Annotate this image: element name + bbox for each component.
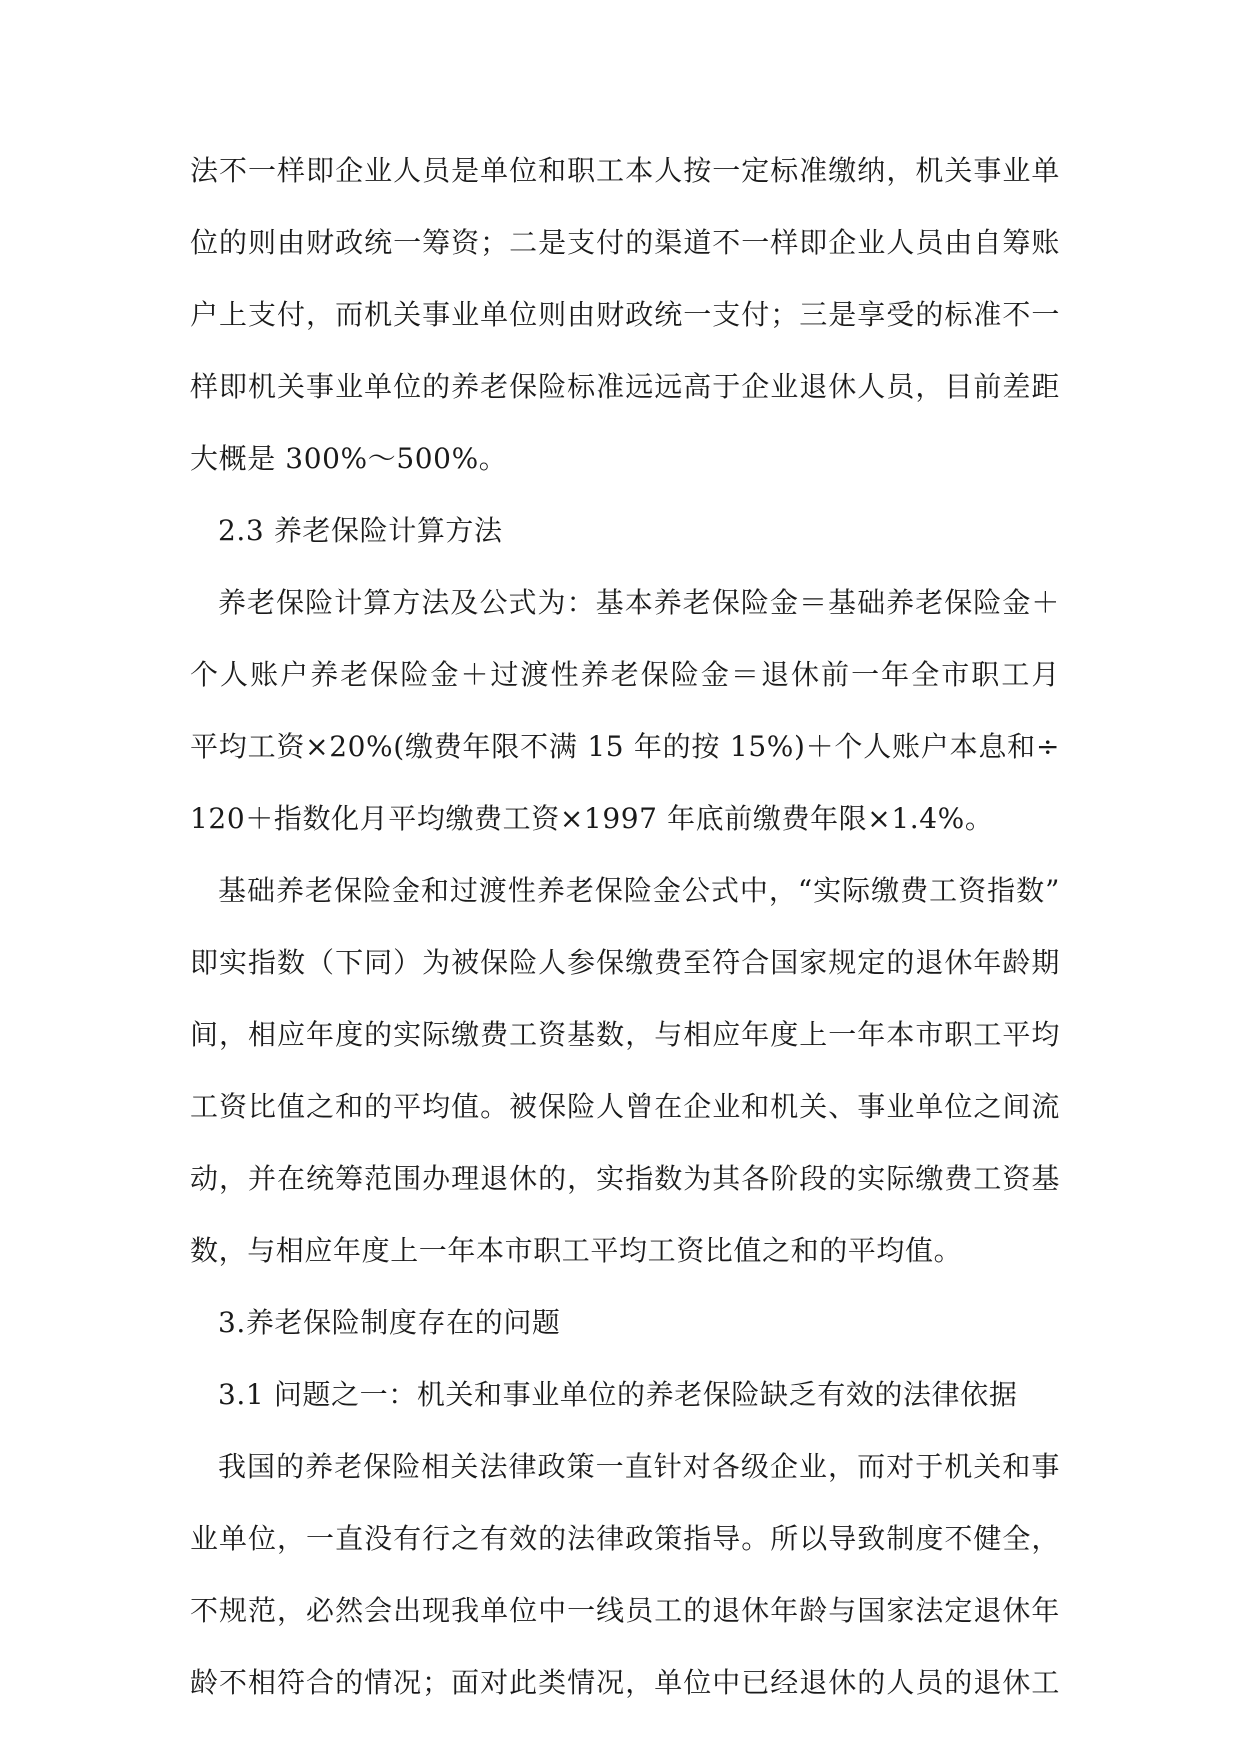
section-heading-3-1: 3.1 问题之一：机关和事业单位的养老保险缺乏有效的法律依据 [218, 1378, 1018, 1411]
text-line-8: 个人账户养老保险金＋过渡性养老保险金＝退休前一年全市职工月 [190, 658, 1060, 691]
text-line-5: 大概是 300%～500%。 [190, 442, 508, 475]
text-line-9: 平均工资×20%(缴费年限不满 15 年的按 15%)＋个人账户本息和÷ [190, 730, 1060, 763]
section-heading-3: 3.养老保险制度存在的问题 [218, 1306, 561, 1339]
text-line-2: 位的则由财政统一筹资；二是支付的渠道不一样即企业人员由自筹账 [190, 226, 1060, 259]
text-line-14: 工资比值之和的平均值。被保险人曾在企业和机关、事业单位之间流 [190, 1090, 1060, 1123]
text-line-12: 即实指数（下同）为被保险人参保缴费至符合国家规定的退休年龄期 [190, 946, 1060, 979]
text-line-10: 120＋指数化月平均缴费工资×1997 年底前缴费年限×1.4%。 [190, 802, 994, 835]
text-line-19: 我国的养老保险相关法律政策一直针对各级企业，而对于机关和事 [218, 1450, 1060, 1483]
text-line-16: 数，与相应年度上一年本市职工平均工资比值之和的平均值。 [190, 1234, 963, 1267]
text-line-3: 户上支付，而机关事业单位则由财政统一支付；三是享受的标准不一 [190, 298, 1060, 331]
section-heading-2-3: 2.3 养老保险计算方法 [218, 514, 503, 547]
text-line-1: 法不一样即企业人员是单位和职工本人按一定标准缴纳，机关事业单 [190, 154, 1060, 187]
text-line-21: 不规范，必然会出现我单位中一线员工的退休年龄与国家法定退休年 [190, 1594, 1060, 1627]
text-line-15: 动，并在统筹范围办理退休的，实指数为其各阶段的实际缴费工资基 [190, 1162, 1060, 1195]
text-line-22: 龄不相符合的情况；面对此类情况，单位中已经退休的人员的退休工 [190, 1666, 1060, 1699]
text-line-4: 样即机关事业单位的养老保险标准远远高于企业退休人员，目前差距 [190, 370, 1060, 403]
text-line-13: 间，相应年度的实际缴费工资基数，与相应年度上一年本市职工平均 [190, 1018, 1060, 1051]
text-line-11: 基础养老保险金和过渡性养老保险金公式中，“实际缴费工资指数” [218, 874, 1060, 907]
text-line-20: 业单位，一直没有行之有效的法律政策指导。所以导致制度不健全， [190, 1522, 1060, 1555]
text-line-7: 养老保险计算方法及公式为：基本养老保险金＝基础养老保险金＋ [218, 586, 1060, 619]
